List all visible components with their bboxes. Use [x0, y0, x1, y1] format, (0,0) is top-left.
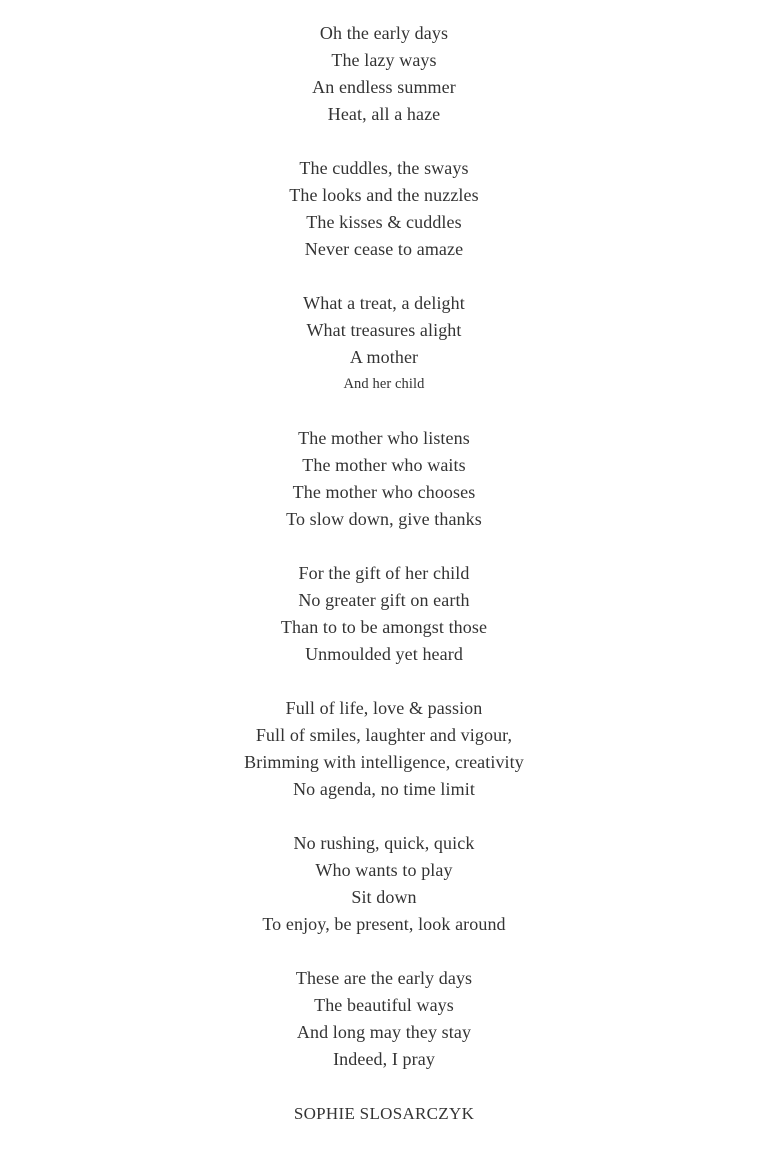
poem-line: Oh the early days: [319, 23, 449, 43]
author-name: SOPHIE SLOSARCZYK: [293, 1104, 475, 1123]
poem: [0, 20, 768, 1127]
poem-line: An endless summer: [312, 77, 456, 97]
poem-line: What a treat, a delight: [303, 293, 465, 313]
poem-line: Unmoulded yet heard: [305, 644, 463, 664]
stanza-7: [0, 830, 768, 938]
poem-line: The mother who listens: [298, 428, 470, 448]
poem-line: These are the early days: [295, 968, 473, 988]
stanza-5: [0, 560, 768, 668]
stanza-4: [0, 425, 768, 533]
poem-line: To slow down, give thanks: [286, 509, 482, 529]
poem-line: Never cease to amaze: [304, 239, 464, 259]
poem-line: The lazy ways: [331, 50, 437, 70]
stanza-6: [0, 695, 768, 803]
poem-line: No rushing, quick, quick: [293, 833, 475, 853]
poem-line: The looks and the nuzzles: [289, 185, 479, 205]
poem-line: Full of life, love & passion: [285, 698, 483, 718]
stanza-3: [0, 290, 768, 398]
poem-line: The cuddles, the sways: [299, 158, 469, 178]
poem-line: Who wants to play: [315, 860, 453, 880]
poem-line: A mother: [349, 347, 419, 367]
poem-line: And her child: [343, 376, 425, 392]
poem-line: Brimming with intelligence, creativity: [244, 752, 524, 772]
poem-line: And long may they stay: [296, 1022, 472, 1042]
poem-line: Heat, all a haze: [327, 104, 441, 124]
poem-line: Sit down: [351, 887, 417, 907]
poem-line: No agenda, no time limit: [293, 779, 475, 799]
poem-line: Than to to be amongst those: [280, 617, 488, 637]
stanza-1: [0, 20, 768, 128]
poem-line: Full of smiles, laughter and vigour,: [255, 725, 513, 745]
poem-line: No greater gift on earth: [298, 590, 470, 610]
stanza-2: [0, 155, 768, 263]
poem-line: The kisses & cuddles: [306, 212, 462, 232]
poem-line: Indeed, I pray: [333, 1049, 435, 1069]
poem-line: The mother who waits: [302, 455, 466, 475]
poem-line: The mother who chooses: [292, 482, 476, 502]
poem-line: To enjoy, be present, look around: [262, 914, 506, 934]
poem-line: For the gift of her child: [298, 563, 470, 583]
poem-line: What treasures alight: [306, 320, 462, 340]
poem-line: The beautiful ways: [314, 995, 454, 1015]
stanza-8: [0, 965, 768, 1073]
